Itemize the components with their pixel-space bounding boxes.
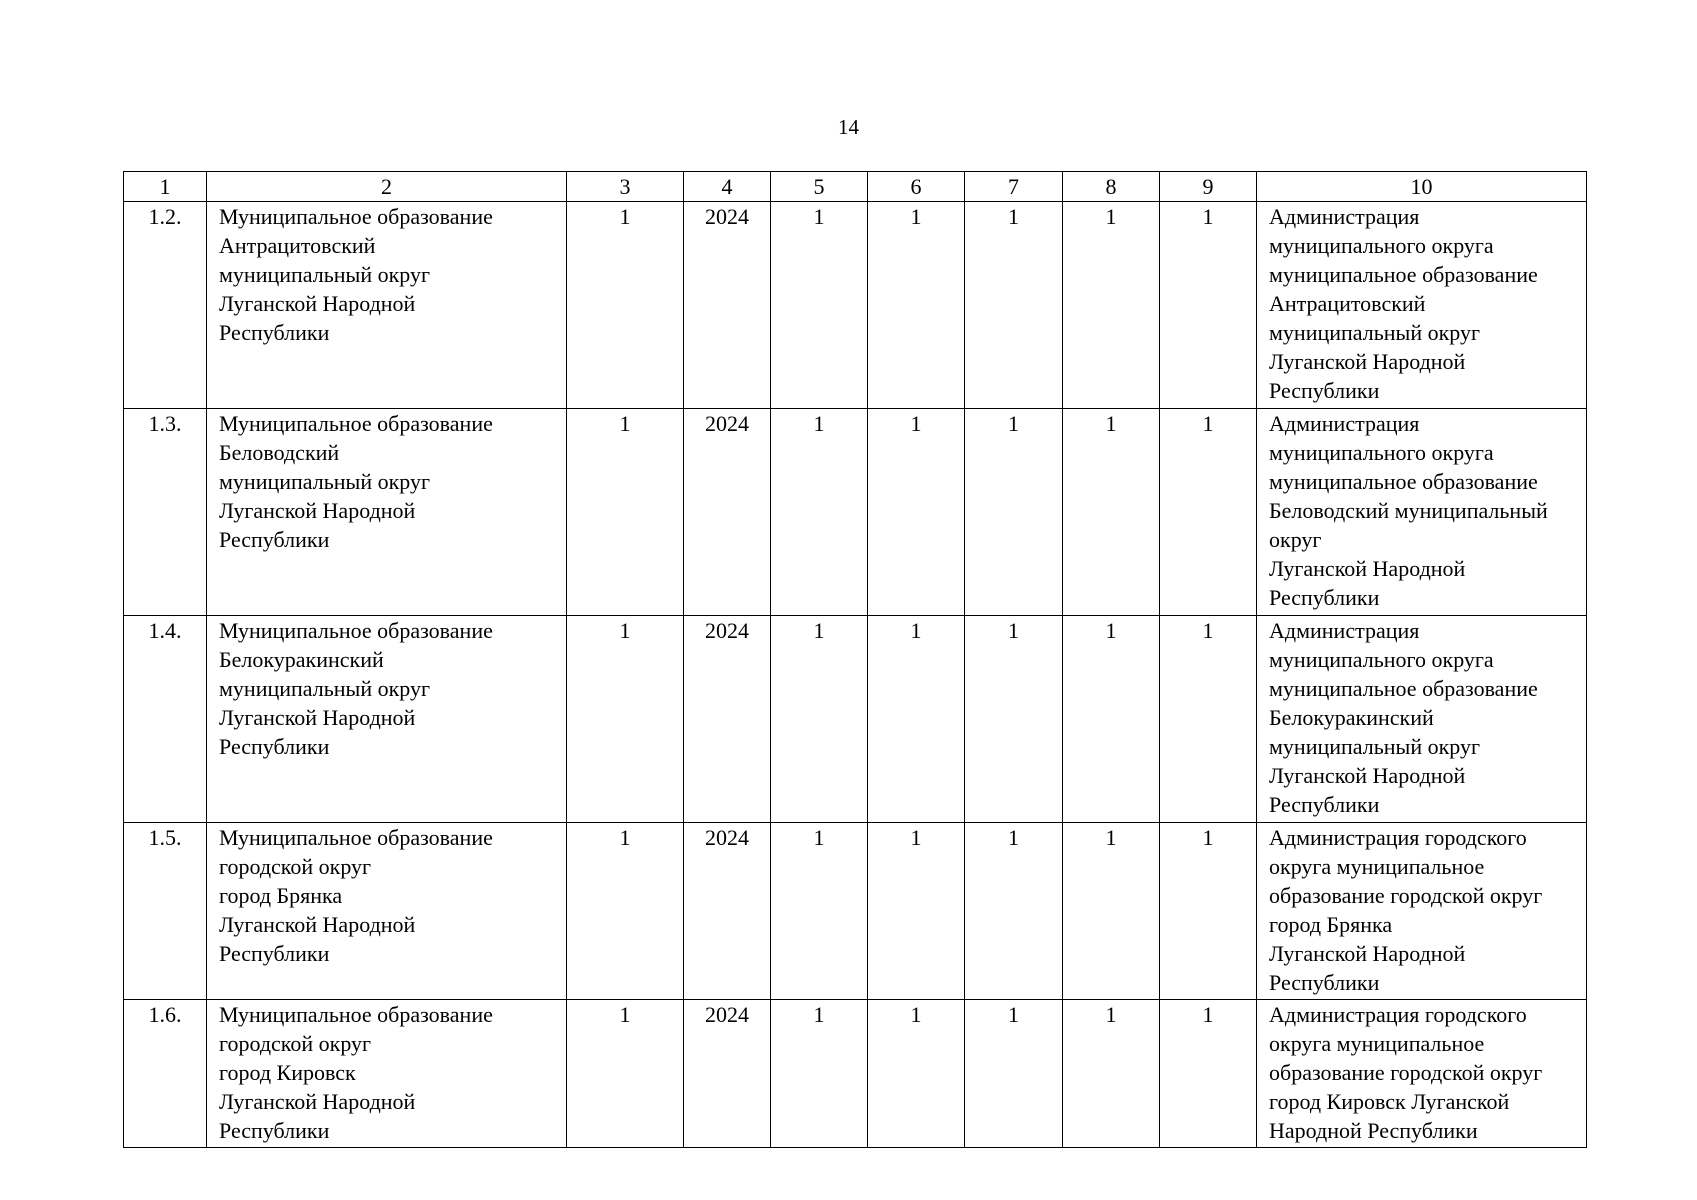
col5-value: 1 [813, 204, 825, 229]
year-cell [684, 409, 771, 616]
municipality-name-cell [207, 823, 567, 1000]
col5-cell [771, 202, 868, 409]
column-header-7: 7 [965, 172, 1063, 202]
responsible-cell [1257, 202, 1587, 409]
col7-cell [965, 202, 1063, 409]
column-header-5: 5 [771, 172, 868, 202]
year-value: 2024 [705, 411, 749, 436]
year-cell [684, 616, 771, 823]
municipality-name-cell [207, 616, 567, 823]
table-header-row [124, 172, 1587, 202]
col5-cell [771, 409, 868, 616]
col6-cell [868, 823, 965, 1000]
col8-value: 1 [1105, 411, 1117, 436]
col6-value: 1 [910, 204, 922, 229]
col6-cell [868, 1000, 965, 1148]
col8-cell [1063, 1000, 1160, 1148]
table-row [124, 1000, 1587, 1148]
row-index: 1.3. [148, 411, 182, 436]
row-index: 1.5. [148, 825, 182, 850]
responsible-cell [1257, 409, 1587, 616]
year-value: 2024 [705, 204, 749, 229]
municipality-name: Муниципальное образование городской округ город Брянка Луганской Народной Республики [219, 825, 493, 966]
col6-cell [868, 409, 965, 616]
column-header-8: 8 [1063, 172, 1160, 202]
responsible-cell [1257, 823, 1587, 1000]
col5-value: 1 [813, 1002, 825, 1027]
col8-cell [1063, 823, 1160, 1000]
col9-value: 1 [1202, 825, 1214, 850]
col9-cell [1160, 616, 1257, 823]
col5-cell [771, 1000, 868, 1148]
column-header-3: 3 [567, 172, 684, 202]
col6-value: 1 [910, 618, 922, 643]
row-index: 1.4. [148, 618, 182, 643]
col9-cell [1160, 823, 1257, 1000]
col3-cell [567, 616, 684, 823]
col7-cell [965, 409, 1063, 616]
col7-value: 1 [1008, 825, 1019, 850]
responsible-text: Администрация муниципального округа муниципальное образование Антрацитовский муниципальный округ Луганской Народной Республики [1269, 204, 1538, 403]
year-value: 2024 [705, 825, 749, 850]
col7-value: 1 [1008, 204, 1019, 229]
col5-cell [771, 823, 868, 1000]
row-index-cell [124, 616, 207, 823]
col7-cell [965, 1000, 1063, 1148]
year-value: 2024 [705, 618, 749, 643]
year-value: 2024 [705, 1002, 749, 1027]
col6-value: 1 [910, 1002, 922, 1027]
row-index-cell [124, 409, 207, 616]
col5-value: 1 [813, 411, 825, 436]
col8-value: 1 [1105, 825, 1117, 850]
col3-value: 1 [619, 204, 631, 229]
data-table [123, 171, 1587, 1148]
table-row [124, 616, 1587, 823]
col8-value: 1 [1105, 204, 1117, 229]
municipality-name: Муниципальное образование Белокуракинский муниципальный округ Луганской Народной Республики [219, 618, 493, 759]
col8-cell [1063, 202, 1160, 409]
municipality-name: Муниципальное образование городской округ город Кировск Луганской Народной Республики [219, 1002, 493, 1143]
row-index-cell [124, 823, 207, 1000]
municipality-name-cell [207, 202, 567, 409]
column-header-4: 4 [684, 172, 771, 202]
table-row [124, 409, 1587, 616]
row-index-cell [124, 1000, 207, 1148]
col7-cell [965, 616, 1063, 823]
col7-value: 1 [1008, 411, 1019, 436]
year-cell [684, 1000, 771, 1148]
col9-cell [1160, 1000, 1257, 1148]
table-row [124, 202, 1587, 409]
year-cell [684, 202, 771, 409]
col9-cell [1160, 202, 1257, 409]
row-index: 1.6. [148, 1002, 182, 1027]
col3-cell [567, 823, 684, 1000]
column-header-1: 1 [124, 172, 207, 202]
table-row [124, 823, 1587, 1000]
col9-value: 1 [1202, 204, 1214, 229]
col3-cell [567, 202, 684, 409]
column-header-2: 2 [207, 172, 567, 202]
col6-cell [868, 616, 965, 823]
col7-value: 1 [1008, 1002, 1019, 1027]
col5-value: 1 [813, 618, 825, 643]
col3-value: 1 [619, 1002, 631, 1027]
municipality-name-cell [207, 409, 567, 616]
year-cell [684, 823, 771, 1000]
col6-value: 1 [910, 825, 922, 850]
col3-value: 1 [619, 825, 631, 850]
col6-value: 1 [910, 411, 922, 436]
col8-cell [1063, 616, 1160, 823]
municipality-name: Муниципальное образование Беловодский муниципальный округ Луганской Народной Республики [219, 411, 493, 552]
col9-cell [1160, 409, 1257, 616]
municipality-name: Муниципальное образование Антрацитовский муниципальный округ Луганской Народной Республики [219, 204, 493, 345]
page-number: 14 [838, 115, 859, 139]
col3-cell [567, 1000, 684, 1148]
col6-cell [868, 202, 965, 409]
col7-cell [965, 823, 1063, 1000]
col3-value: 1 [619, 618, 631, 643]
col8-value: 1 [1105, 1002, 1117, 1027]
responsible-text: Администрация городского округа муниципальное образование городской округ город Брянка Луганской Народной Республики [1269, 825, 1543, 995]
col8-cell [1063, 409, 1160, 616]
col9-value: 1 [1202, 618, 1214, 643]
column-header-10: 10 [1257, 172, 1587, 202]
col5-cell [771, 616, 868, 823]
row-index-cell [124, 202, 207, 409]
responsible-text: Администрация муниципального округа муниципальное образование Беловодский муниципальный округ Луганской Народной Республики [1269, 411, 1548, 610]
column-header-6: 6 [868, 172, 965, 202]
col7-value: 1 [1008, 618, 1019, 643]
col3-value: 1 [619, 411, 631, 436]
col3-cell [567, 409, 684, 616]
responsible-text: Администрация муниципального округа муниципальное образование Белокуракинский муниципальный округ Луганской Народной Республики [1269, 618, 1538, 817]
col8-value: 1 [1105, 618, 1117, 643]
col9-value: 1 [1202, 1002, 1214, 1027]
responsible-text: Администрация городского округа муниципальное образование городской округ город Кировск Луганской Народной Республики [1269, 1002, 1543, 1143]
responsible-cell [1257, 1000, 1587, 1148]
column-header-9: 9 [1160, 172, 1257, 202]
responsible-cell [1257, 616, 1587, 823]
col5-value: 1 [813, 825, 825, 850]
municipality-name-cell [207, 1000, 567, 1148]
row-index: 1.2. [148, 204, 182, 229]
col9-value: 1 [1202, 411, 1214, 436]
